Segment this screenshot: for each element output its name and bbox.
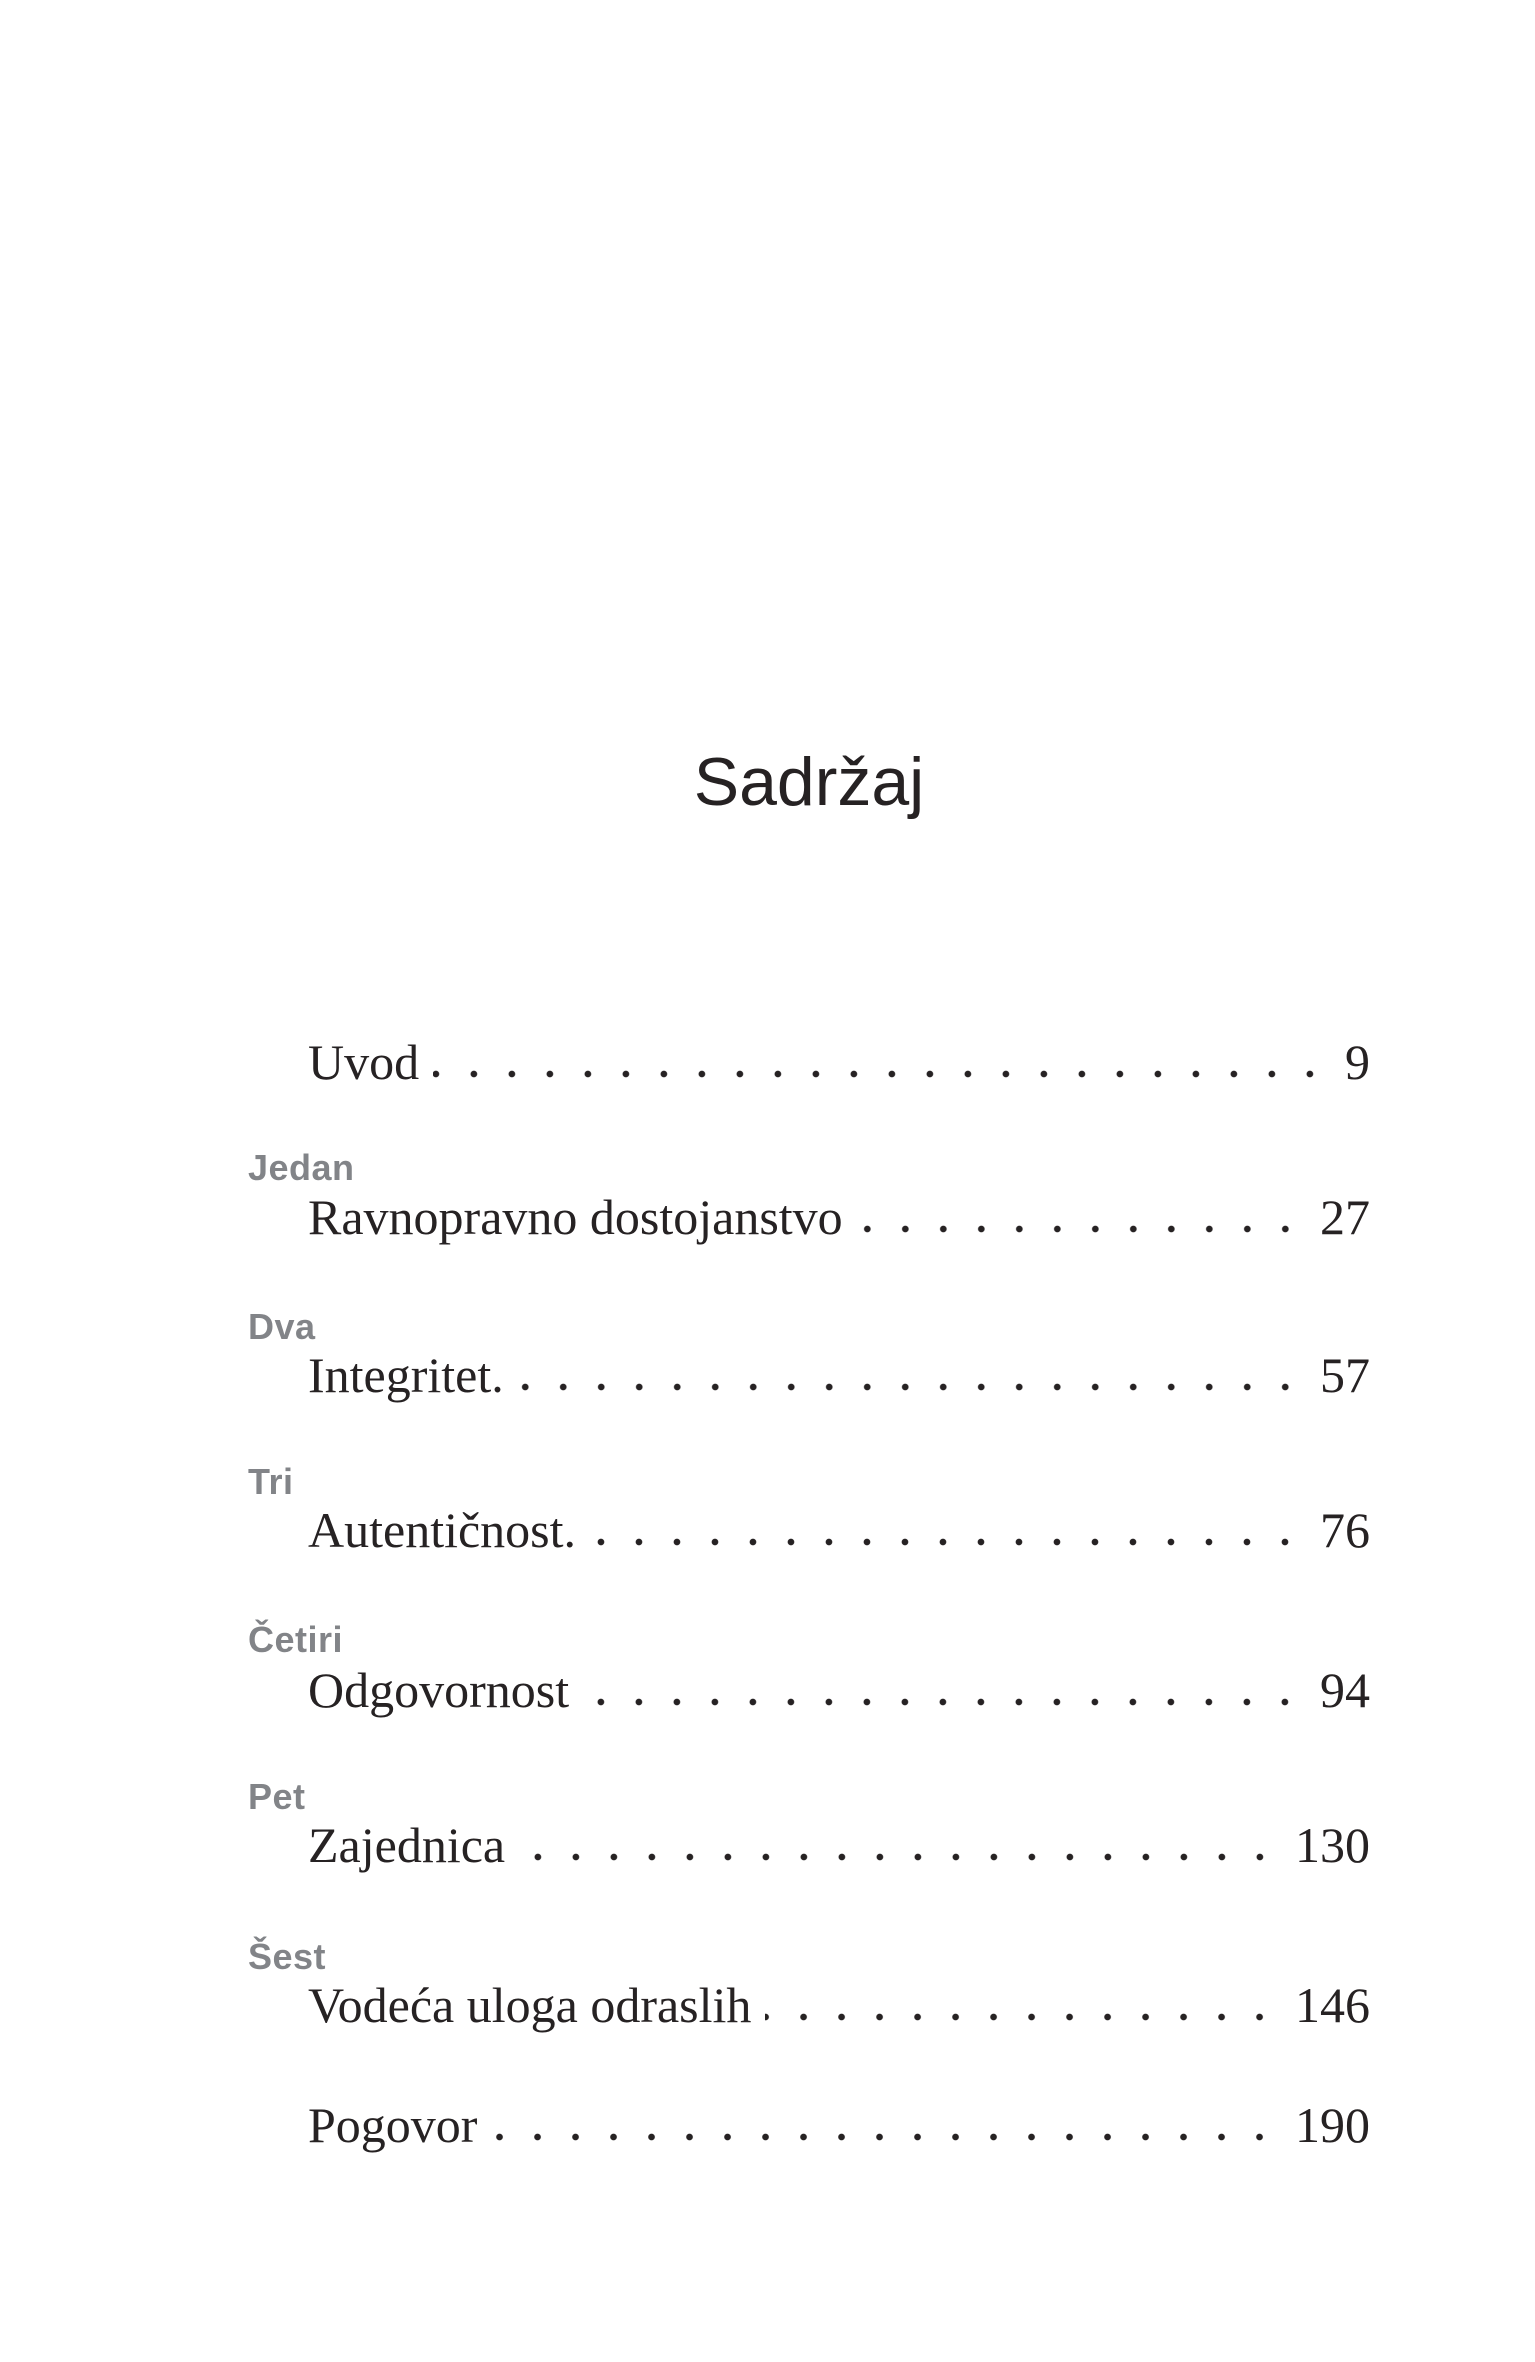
toc-page-number: 130: [1295, 1817, 1370, 1873]
chapter-label-dva: Dva: [248, 1306, 316, 1347]
toc-page-number: 76: [1320, 1502, 1370, 1558]
dot-leader: [519, 1852, 1279, 1862]
toc-entry-integritet: [308, 1347, 1370, 1403]
toc-entry-pogovor: [308, 2097, 1370, 2153]
dot-leader: [433, 1069, 1329, 1079]
toc-page-number: 9: [1345, 1034, 1370, 1090]
toc-entry-title: Odgovornost: [308, 1662, 570, 1718]
toc-entry-title: Pogovor: [308, 2097, 478, 2153]
toc-entry-title: Uvod: [308, 1034, 420, 1090]
dot-leader: [583, 1697, 1304, 1707]
toc-entry-zajednica: [308, 1817, 1370, 1873]
chapter-label-jedan: Jedan: [248, 1147, 355, 1188]
toc-entry-vodeca-uloga-odraslih: [308, 1977, 1370, 2033]
chapter-label-cetiri: Četiri: [248, 1619, 344, 1660]
toc-entry-ravnopravno-dostojanstvo: [308, 1189, 1370, 1245]
dot-leader: [518, 1382, 1304, 1392]
toc-entry-title: Autentičnost.: [308, 1502, 577, 1558]
toc-page-number: 57: [1320, 1347, 1370, 1403]
toc-entry-title: Integritet.: [308, 1347, 504, 1403]
dot-leader: [491, 2132, 1279, 2142]
chapter-label-sest: Šest: [248, 1936, 327, 1977]
chapter-label-tri: Tri: [248, 1461, 294, 1502]
dot-leader: [590, 1537, 1304, 1547]
toc-page-number: 190: [1295, 2097, 1370, 2153]
toc-entry-title: Zajednica: [308, 1817, 506, 1873]
page-title: Sadržaj: [693, 744, 925, 820]
chapter-label-pet: Pet: [248, 1776, 306, 1817]
toc-page-number: 94: [1320, 1662, 1370, 1718]
toc-page-number: 27: [1320, 1189, 1370, 1245]
toc-entry-odgovornost: [308, 1662, 1370, 1718]
toc-page-number: 146: [1295, 1977, 1370, 2033]
toc-entry-title: Vodeća uloga odraslih: [308, 1977, 752, 2033]
toc-entry-title: Ravnopravno dostojanstvo: [308, 1189, 843, 1245]
toc-entry-uvod: [308, 1034, 1370, 1090]
dot-leader: [765, 2012, 1279, 2022]
toc-entry-autenticnost: [308, 1502, 1370, 1558]
dot-leader: [857, 1224, 1304, 1234]
